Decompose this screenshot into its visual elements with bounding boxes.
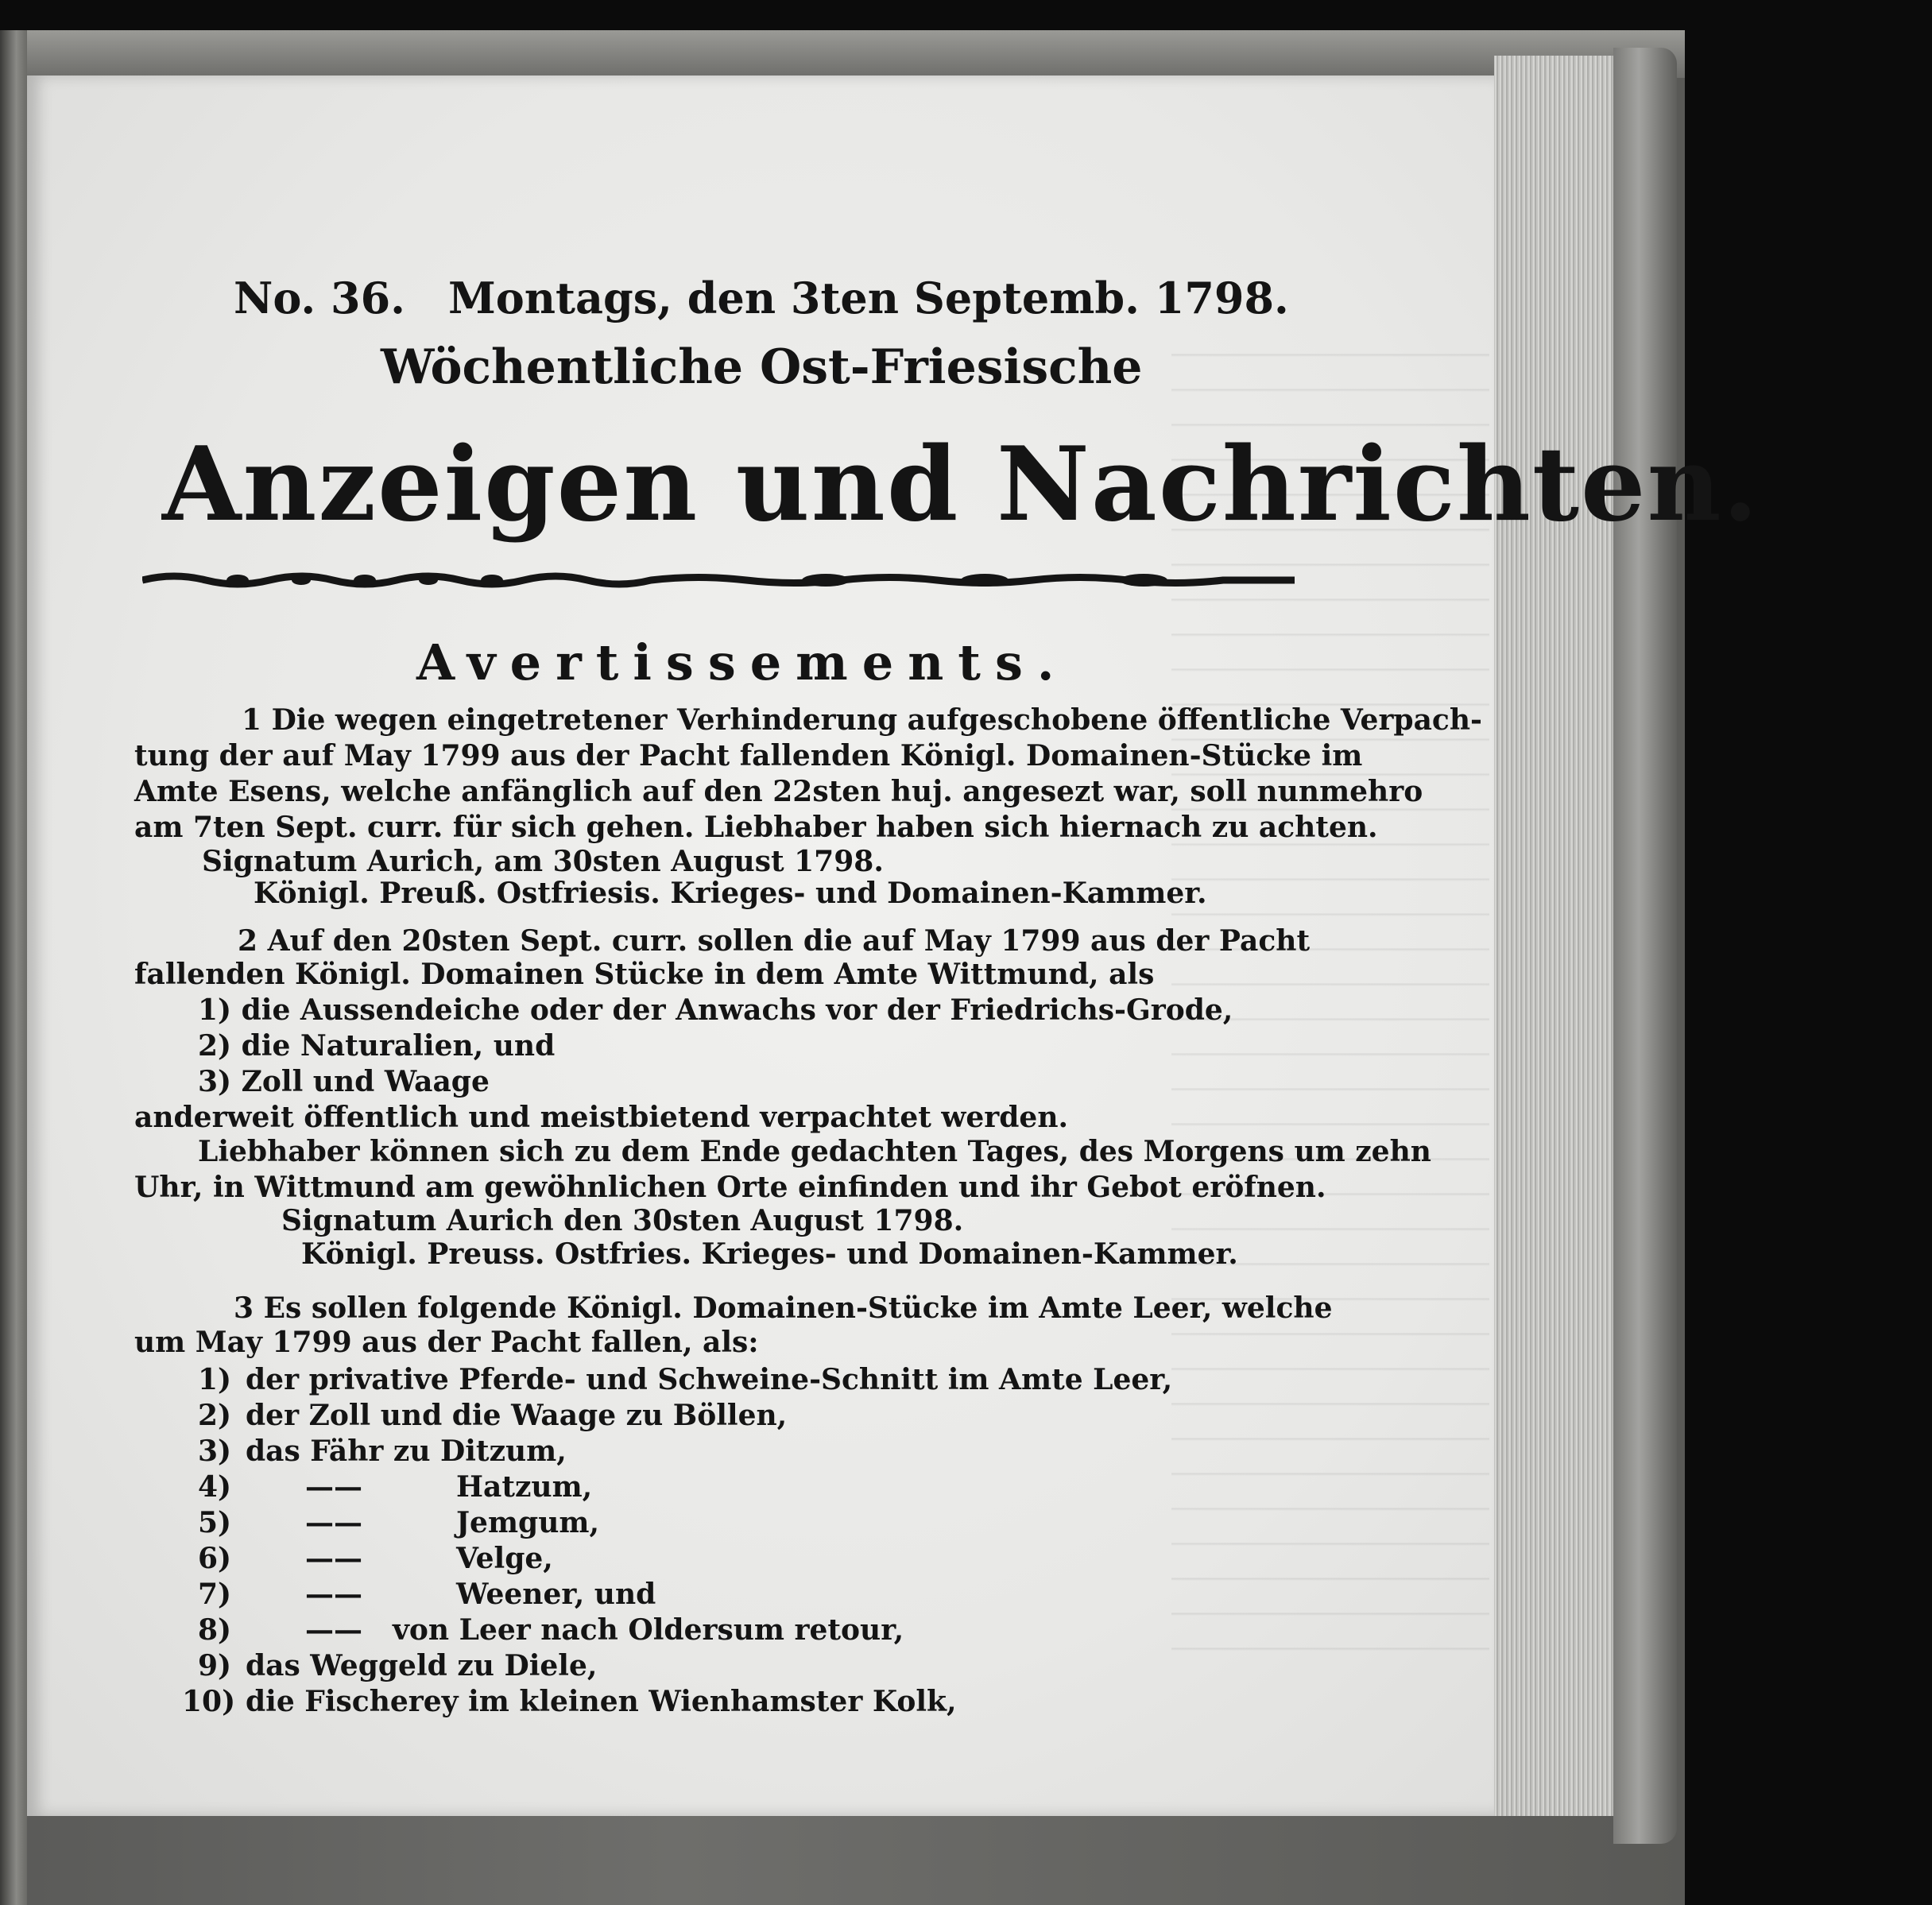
ad1-line1: 1 Die wegen eingetretener Verhinderung aufgeschobene öffentliche Verpach- [242,703,1482,737]
ad3-item-text: Weener, und [456,1578,656,1611]
book-spine [0,30,27,1905]
ad2-item2: 2) die Naturalien, und [198,1029,556,1063]
ad1-line3: Amte Esens, welche anfänglich auf den 22sten huj. angesezt war, soll nunmehro [134,775,1423,808]
section-title: Avertissements. [416,633,1069,691]
ad3-item-num: 7) [198,1578,232,1611]
newspaper-page [27,76,1760,1816]
ad2-line1: 2 Auf den 20sten Sept. curr. sollen die auf May 1799 aus der Pacht [238,924,1311,958]
ornamental-rule [142,568,1295,592]
ad3-item-text: die Fischerey im kleinen Wienhamster Kolk, [246,1685,957,1718]
ad2-line3: anderweit öffentlich und meistbietend verpachtet werden. [134,1101,1069,1134]
ad3-item-num: 1) [198,1363,232,1396]
ad3-item-text: der Zoll und die Waage zu Böllen, [246,1399,788,1432]
ad3-item-num: 9) [198,1649,232,1682]
ad2-item3: 3) Zoll und Waage [198,1065,490,1098]
ad3-item-num: 6) [198,1542,232,1575]
ad3-item-dash: —— [305,1578,362,1611]
book-cover-edge [1613,48,1677,1844]
ad3-line1: 3 Es sollen folgende Königl. Domainen-Stücke im Amte Leer, welche [234,1291,1333,1325]
masthead-title: Anzeigen und Nachrichten. [162,425,1760,544]
ad3-item-num: 5) [198,1506,232,1539]
book-cover-top [0,30,1685,78]
ad1-signature: Signatum Aurich, am 30sten August 1798. [202,845,884,878]
issue-number: No. 36. [234,273,405,323]
ad3-item-text: das Weggeld zu Diele, [246,1649,598,1682]
ad3-item-text: das Fähr zu Ditzum, [246,1435,567,1468]
ad3-item-dash: —— [305,1542,362,1575]
ad1-line4: am 7ten Sept. curr. für sich gehen. Liebhaber haben sich hiernach zu achten. [134,811,1378,844]
issue-date: Montags, den 3ten Septemb. 1798. [448,273,1289,323]
ad2-authority: Königl. Preuss. Ostfries. Krieges- und Domainen-Kammer. [301,1237,1238,1271]
ad3-item-text: Jemgum, [456,1506,599,1539]
ad2-item1: 1) die Aussendeiche oder der Anwachs vor der Friedrichs-Grode, [198,993,1233,1027]
ad3-item-text: der privative Pferde- und Schweine-Schnitt im Amte Leer, [246,1363,1173,1396]
ad1-line2: tung der auf May 1799 aus der Pacht fallenden Königl. Domainen-Stücke im [134,739,1363,772]
ad1-authority: Königl. Preuß. Ostfriesis. Krieges- und Domainen-Kammer. [254,877,1207,910]
ad3-item-num: 8) [198,1613,232,1647]
ad3-item-text: Velge, [456,1542,553,1575]
ad3-item-text: von Leer nach Oldersum retour, [393,1613,904,1647]
ad3-item-dash: —— [305,1470,362,1504]
ad3-item-num: 10) [182,1685,236,1718]
ad3-item-text: Hatzum, [456,1470,593,1504]
ad2-line5: Uhr, in Wittmund am gewöhnlichen Orte einfinden und ihr Gebot eröfnen. [134,1171,1326,1204]
ad3-item-num: 2) [198,1399,232,1432]
page-edges [1494,56,1613,1816]
ad3-item-num: 4) [198,1470,232,1504]
ad2-signature: Signatum Aurich den 30sten August 1798. [281,1204,964,1237]
ad2-line4: Liebhaber können sich zu dem Ende gedachten Tages, des Morgens um zehn [198,1135,1431,1168]
ad3-line2: um May 1799 aus der Pacht fallen, als: [134,1326,759,1359]
ad3-item-dash: —— [305,1506,362,1539]
ad3-item-dash: —— [305,1613,362,1647]
ad2-line2: fallenden Königl. Domainen Stücke in dem Amte Wittmund, als [134,958,1155,991]
ad3-item-num: 3) [198,1435,232,1468]
masthead-subtitle: Wöchentliche Ost-Friesische [381,339,1143,395]
